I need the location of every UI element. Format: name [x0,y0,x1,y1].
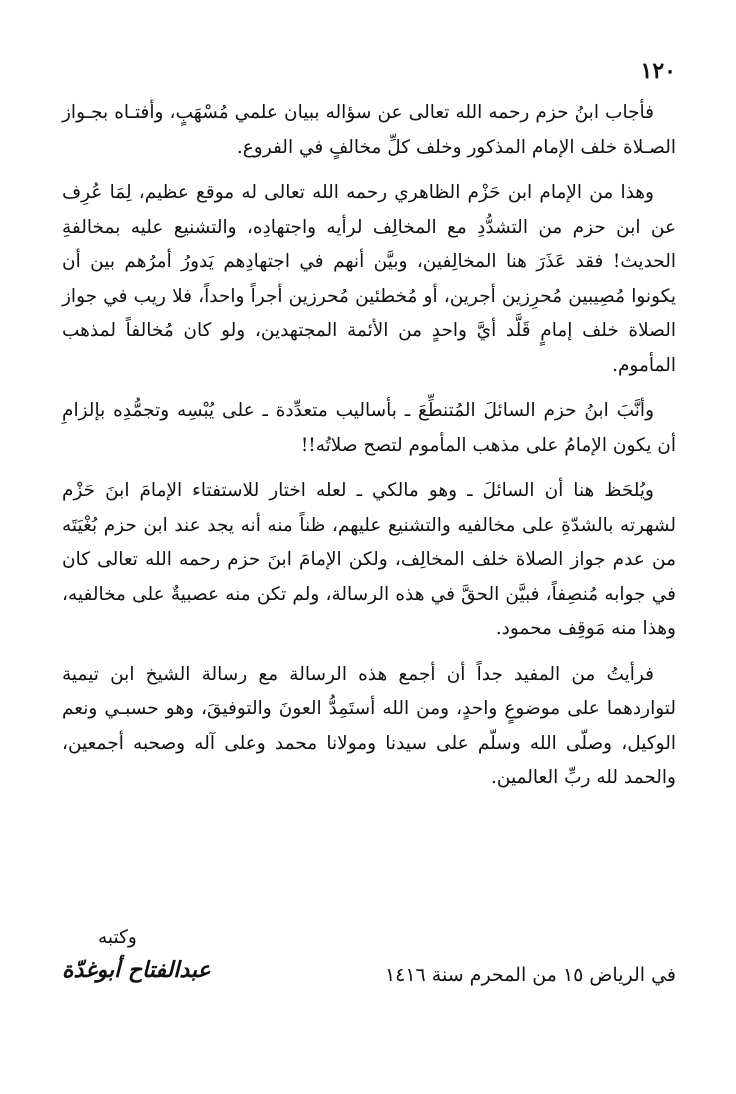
paragraph-4 [62,474,676,647]
paragraph-1 [62,96,676,165]
paragraph-5-text: فرأيتُ من المفيد جداً أن أجمع هذه الرسالة مع رسالة الشيخ ابن تيمية لتواردهما على موضوعٍ واحدٍ، ومن الله أستَمِدُّ العونَ والتوفيقَ، وهو حسبـي ونعم الوكيل، وصلّى الله وسلّم على سيدنا ومولانا محمد وعلى آله وصحبه أجمعين، والحمد لله ربِّ العالمين. [62,663,676,788]
paragraph-1-text: فأجاب ابنُ حزم رحمه الله تعالى عن سؤاله ببيان علمي مُسْهَبٍ، وأفتـاه بجـواز الصـلاة خلف الإمام المذكور وخلف كلِّ مخالفٍ في الفروع. [62,102,676,158]
signed-by-label: وكتبه [98,927,137,948]
paragraph-3-text: وأنَّبَ ابنُ حزم السائلَ المُتنطِّعَ ـ بأساليب متعدِّدة ـ على يُبْسِه وتجمُّدِه بإلزامِ أن يكون الإمامُ على مذهب المأموم لتصح صلاتُه!! [62,400,676,456]
signature-block [62,924,676,994]
date-line: في الرياض ١٥ من المحرم سنة ١٤١٦ [384,964,676,986]
paragraph-5 [62,658,676,796]
paragraph-2-text: وهذا من الإمام ابن حَزْم الظاهري رحمه الله تعالى له موقع عظيم، لِمَا عُرِف عن ابن حزم من التشدُّدِ مع المخالِف لرأيه واجتهادِه، والتشنيع عليه بمخالفةِ الحديث! فقد عَذَرَ هنا المخالِفين، وبيَّن أنهم في اجتهادِهم يَدورُ أمرُهم بين أن يكونوا مُصِيبين مُحرِزين أجرين، أو مُخطئين مُحرزين أجراً واحداً، فلا ريب في جواز الصلاة خلف إمامٍ قَلَّد أيَّ واحدٍ من الأئمة المجتهدين، ولو كان مُخالفاً لمذهب المأموم. [62,182,676,376]
page-number: ١٢٠ [640,58,676,84]
paragraph-4-text: ويُلحَظ هنا أن السائلَ ـ وهو مالكي ـ لعله اختار للاستفتاء الإمامَ ابنَ حَزْم لشهرته بالشدّةِ على مخالفيه والتشنيع عليهم، ظناً منه أنه يجد عند ابن حزم بُغْيَتَه من عدم جواز الصلاة خلف المخالِف، ولكن الإمامَ ابنَ حزم رحمه الله تعالى كان في جوابه مُنصِفاً، فبيَّن الحقَّ في هذه الرسالة، ولم تكن منه عصبيةٌ على مخالفيه، وهذا منه مَوقِف محمود. [62,480,676,639]
author-signature: عبدالفتاح أبوغدّة [62,957,211,983]
paragraph-2 [62,176,676,383]
paragraph-3 [62,394,676,463]
